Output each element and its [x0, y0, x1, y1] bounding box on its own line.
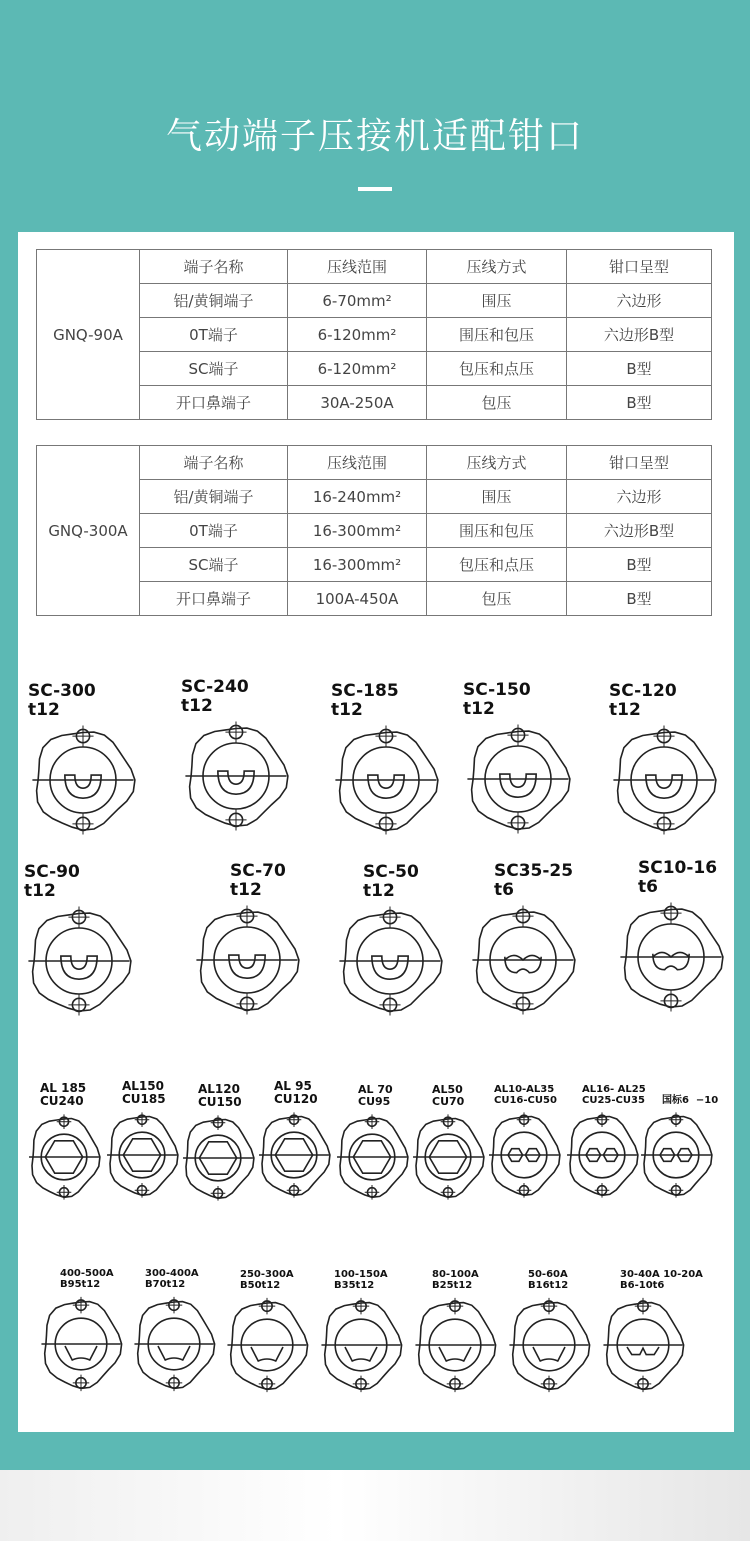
die-item [638, 1095, 718, 1204]
die-label-1: AL120 [198, 1082, 240, 1096]
die-label-1: AL16- AL25 [582, 1084, 646, 1095]
die-label-2: CU185 [122, 1092, 166, 1107]
die-item [26, 1082, 102, 1206]
die-label-2: B35t12 [334, 1280, 375, 1291]
die-label-1: 80-100A [432, 1269, 479, 1280]
die-label-2: t6 [494, 879, 514, 900]
page-title: 气动端子压接机适配钳口 [165, 116, 584, 157]
cell: 包压和点压 [427, 352, 567, 386]
cell: 0T端子 [140, 514, 288, 548]
header-die-shape: 钳口呈型 [567, 250, 712, 284]
header-crimp-method: 压线方式 [427, 250, 567, 284]
crimp-die-sc-icon [468, 899, 578, 1021]
die-label-2: CU150 [198, 1095, 242, 1110]
cell: B型 [567, 548, 712, 582]
die-label-1: AL 185 [40, 1081, 87, 1095]
crimp-die-hex-icon [180, 1109, 256, 1207]
die-label-2: CU16-CU50 [494, 1095, 557, 1106]
crimp-die-sc-icon [192, 899, 302, 1021]
die-item [224, 1269, 310, 1399]
die-label-2: B16t12 [528, 1280, 569, 1291]
cell: SC端子 [140, 548, 288, 582]
die-label-1: SC-90 [24, 862, 80, 882]
cell: B型 [567, 386, 712, 420]
content-card [18, 232, 734, 1432]
die-item [181, 678, 291, 837]
die-label-1: AL50 [432, 1083, 463, 1096]
die-item [256, 1080, 332, 1204]
die-item [410, 1084, 486, 1206]
crimp-die-b-icon [600, 1291, 686, 1399]
crimp-die-sc-icon [609, 719, 719, 841]
die-label-2: t12 [363, 880, 395, 901]
die-label-1: 250-300A [240, 1269, 294, 1280]
crimp-die-sc-icon [331, 719, 441, 841]
cell: 6-120mm² [288, 352, 427, 386]
crimp-die-hex-icon [638, 1106, 714, 1204]
die-label-2: B70t12 [145, 1279, 186, 1290]
die-label-2: t12 [28, 699, 60, 720]
die-item [564, 1084, 646, 1204]
die-label-1: 400-500A [60, 1268, 114, 1279]
cell: 0T端子 [140, 318, 288, 352]
die-item [468, 862, 578, 1021]
model-name: GNQ-300A [37, 446, 140, 616]
cell: 铝/黄铜端子 [140, 480, 288, 514]
cell: 包压 [427, 386, 567, 420]
cell: 16-300mm² [288, 548, 427, 582]
die-label-2: CU25-CU35 [582, 1095, 645, 1106]
cell: 100A-450A [288, 582, 427, 616]
die-item [609, 682, 719, 841]
die-label-2: t12 [230, 879, 262, 900]
die-item [335, 863, 445, 1022]
cell: B型 [567, 352, 712, 386]
cell: 六边形 [567, 480, 712, 514]
cell: 6-70mm² [288, 284, 427, 318]
cell: 围压 [427, 284, 567, 318]
cell: 16-300mm² [288, 514, 427, 548]
die-label-1: SC35-25 [494, 861, 574, 881]
cell: 包压和点压 [427, 548, 567, 582]
die-label-2: B25t12 [432, 1280, 473, 1291]
die-item [334, 1084, 410, 1206]
crimp-die-sc-icon [463, 718, 573, 840]
die-label-2: t12 [181, 695, 213, 716]
die-label-1: 国标6 −10 [662, 1095, 719, 1106]
die-item [616, 859, 726, 1018]
cell: 16-240mm² [288, 480, 427, 514]
crimp-die-sc-icon [24, 900, 134, 1022]
header-terminal-name: 端子名称 [140, 446, 288, 480]
die-label-2: CU95 [358, 1095, 391, 1109]
cell: 围压 [427, 480, 567, 514]
die-label-1: AL 95 [274, 1079, 312, 1093]
die-label-2: t6 [638, 876, 658, 897]
die-item [38, 1268, 124, 1398]
die-item [331, 682, 441, 841]
cell: 30A-250A [288, 386, 427, 420]
cell: B型 [567, 582, 712, 616]
die-label-1: SC10-16 [638, 858, 718, 878]
crimp-die-b-icon [412, 1291, 498, 1399]
die-item [412, 1269, 498, 1399]
crimp-die-hex-icon [334, 1108, 410, 1206]
die-label-1: 300-400A [145, 1268, 199, 1279]
crimp-die-sc-icon [335, 900, 445, 1022]
spec-table-gnq-90a [36, 249, 712, 420]
header-terminal-name: 端子名称 [140, 250, 288, 284]
cell: SC端子 [140, 352, 288, 386]
die-label-1: SC-240 [181, 677, 249, 697]
crimp-die-b-icon [38, 1290, 124, 1398]
die-item [131, 1268, 217, 1398]
die-label-2: B6-10t6 [620, 1280, 665, 1291]
die-label-1: AL10-AL35 [494, 1084, 555, 1095]
title-underline [358, 187, 392, 191]
cell: 围压和包压 [427, 318, 567, 352]
die-label-1: SC-150 [463, 680, 531, 700]
die-item [28, 682, 138, 841]
crimp-die-sc-icon [181, 715, 291, 837]
die-label-1: AL150 [122, 1079, 164, 1093]
crimp-die-sc-icon [616, 896, 726, 1018]
crimp-die-b-icon [506, 1291, 592, 1399]
cell: 包压 [427, 582, 567, 616]
cell: 6-120mm² [288, 318, 427, 352]
die-label-1: SC-185 [331, 681, 399, 701]
die-item [104, 1080, 180, 1204]
die-item [600, 1269, 703, 1399]
die-label-1: SC-50 [363, 862, 419, 882]
header-die-shape: 钳口呈型 [567, 446, 712, 480]
die-item [180, 1083, 256, 1207]
cell: 六边形 [567, 284, 712, 318]
die-label-2: t12 [24, 880, 56, 901]
die-item [192, 862, 302, 1021]
crimp-die-hex-icon [564, 1106, 640, 1204]
die-label-1: 30-40A 10-20A [620, 1269, 703, 1280]
die-label-1: 50-60A [528, 1269, 568, 1280]
die-label-1: SC-300 [28, 681, 96, 701]
crimp-die-b-icon [318, 1291, 404, 1399]
cell: 围压和包压 [427, 514, 567, 548]
die-label-2: CU70 [432, 1095, 465, 1109]
bottom-gradient-strip [0, 1470, 750, 1541]
cell: 开口鼻端子 [140, 582, 288, 616]
die-item [486, 1084, 562, 1204]
crimp-die-hex-icon [104, 1106, 180, 1204]
die-label-1: 100-150A [334, 1269, 388, 1280]
crimp-die-hex-icon [486, 1106, 562, 1204]
die-label-2: t12 [331, 699, 363, 720]
die-label-2: t12 [463, 698, 495, 719]
cell: 铝/黄铜端子 [140, 284, 288, 318]
spec-table-gnq-300a [36, 445, 712, 616]
die-label-1: SC-120 [609, 681, 677, 701]
die-item [24, 863, 134, 1022]
header-crimp-method: 压线方式 [427, 446, 567, 480]
die-label-2: B50t12 [240, 1280, 281, 1291]
die-label-1: AL 70 [358, 1083, 393, 1096]
crimp-die-hex-icon [410, 1108, 486, 1206]
crimp-die-hex-icon [256, 1106, 332, 1204]
die-item [318, 1269, 404, 1399]
cell: 六边形B型 [567, 514, 712, 548]
cell: 六边形B型 [567, 318, 712, 352]
model-name: GNQ-90A [37, 250, 140, 420]
die-label-2: B95t12 [60, 1279, 101, 1290]
die-label-1: SC-70 [230, 861, 286, 881]
crimp-die-b-icon [131, 1290, 217, 1398]
cell: 开口鼻端子 [140, 386, 288, 420]
die-item [506, 1269, 592, 1399]
crimp-die-hex-icon [26, 1108, 102, 1206]
die-label-2: CU240 [40, 1094, 84, 1109]
die-item [463, 681, 573, 840]
crimp-die-sc-icon [28, 719, 138, 841]
crimp-die-b-icon [224, 1291, 310, 1399]
die-label-2: t12 [609, 699, 641, 720]
header-wire-range: 压线范围 [288, 250, 427, 284]
die-label-2: CU120 [274, 1092, 318, 1107]
header-wire-range: 压线范围 [288, 446, 427, 480]
